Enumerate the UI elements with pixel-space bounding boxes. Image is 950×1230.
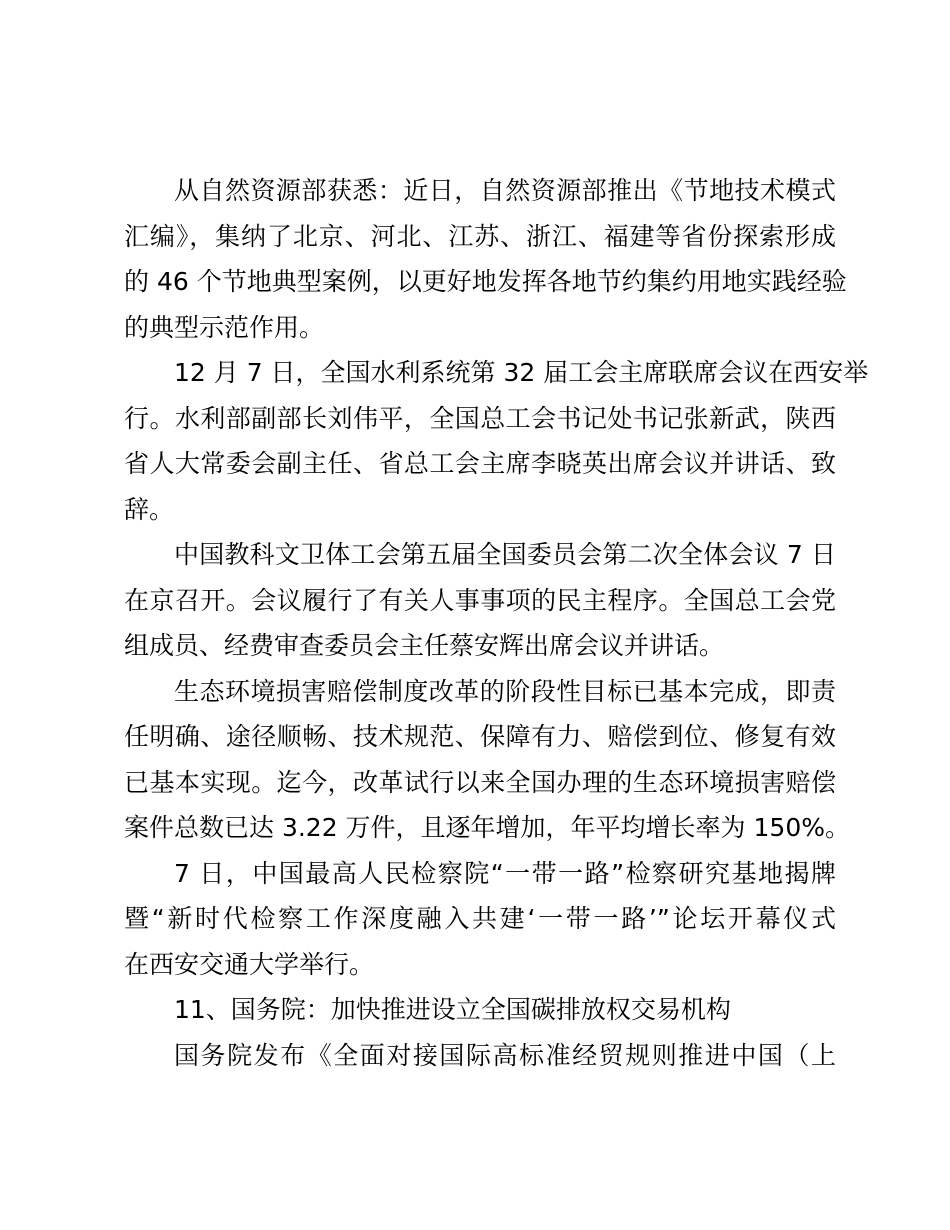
text-line: 的典型示范作用。 (124, 312, 325, 342)
paragraph-state-council-release (124, 1033, 836, 1079)
text-line: 已基本实现。迄今，改革试行以来全国办理的生态环境损害赔偿 (124, 767, 836, 797)
text-line: 辞。 (124, 494, 175, 524)
paragraph-belt-road-procuratorate (124, 851, 836, 988)
text-line: 汇编》，集纳了北京、河北、江苏、浙江、福建等省份探索形成 (124, 221, 836, 251)
text-line: 从自然资源部获悉：近日，自然资源部推出《节地技术模式 (174, 176, 836, 205)
text-line: 国务院发布《全面对接国际高标准经贸规则推进中国（上 (174, 1040, 836, 1070)
document-body (124, 168, 869, 1078)
paragraph-land-saving (124, 168, 847, 350)
text-line: 暨“新时代检察工作深度融入共建‘一带一路’”论坛开幕仪式 (124, 904, 836, 933)
text-line: 11、国务院：加快推进设立全国碳排放权交易机构 (174, 995, 731, 1024)
text-line: 在京召开。会议履行了有关人事事项的民主程序。全国总工会党 (124, 585, 836, 615)
paragraph-eco-compensation-reform (124, 669, 850, 851)
text-line: 在西安交通大学举行。 (124, 949, 375, 979)
text-line: 省人大常委会副主任、省总工会主席李晓英出席会议并讲话、致 (124, 449, 836, 478)
text-line: 中国教科文卫体工会第五届全国委员会第二次全体会议 7 日 (174, 540, 836, 569)
paragraph-education-union-meeting (124, 532, 836, 669)
paragraph-water-union-meeting (124, 350, 869, 532)
text-line: 的 46 个节地典型案例，以更好地发挥各地节约集约用地实践经验 (124, 267, 847, 296)
section-heading-carbon-trading (124, 987, 836, 1033)
text-line: 案件总数已达 3.22 万件，且逐年增加，年平均增长率为 150%。 (124, 813, 850, 842)
text-line: 12 月 7 日，全国水利系统第 32 届工会主席联席会议在西安举 (174, 358, 869, 387)
text-line: 行。水利部副部长刘伟平，全国总工会书记处书记张新武，陕西 (124, 403, 836, 433)
text-line: 组成员、经费审查委员会主任蔡安辉出席会议并讲话。 (124, 631, 725, 660)
text-line: 生态环境损害赔偿制度改革的阶段性目标已基本完成，即责 (174, 676, 836, 706)
text-line: 7 日，中国最高人民检察院“一带一路”检察研究基地揭牌 (174, 858, 836, 888)
text-line: 任明确、途径顺畅、技术规范、保障有力、赔偿到位、修复有效 (124, 722, 836, 751)
